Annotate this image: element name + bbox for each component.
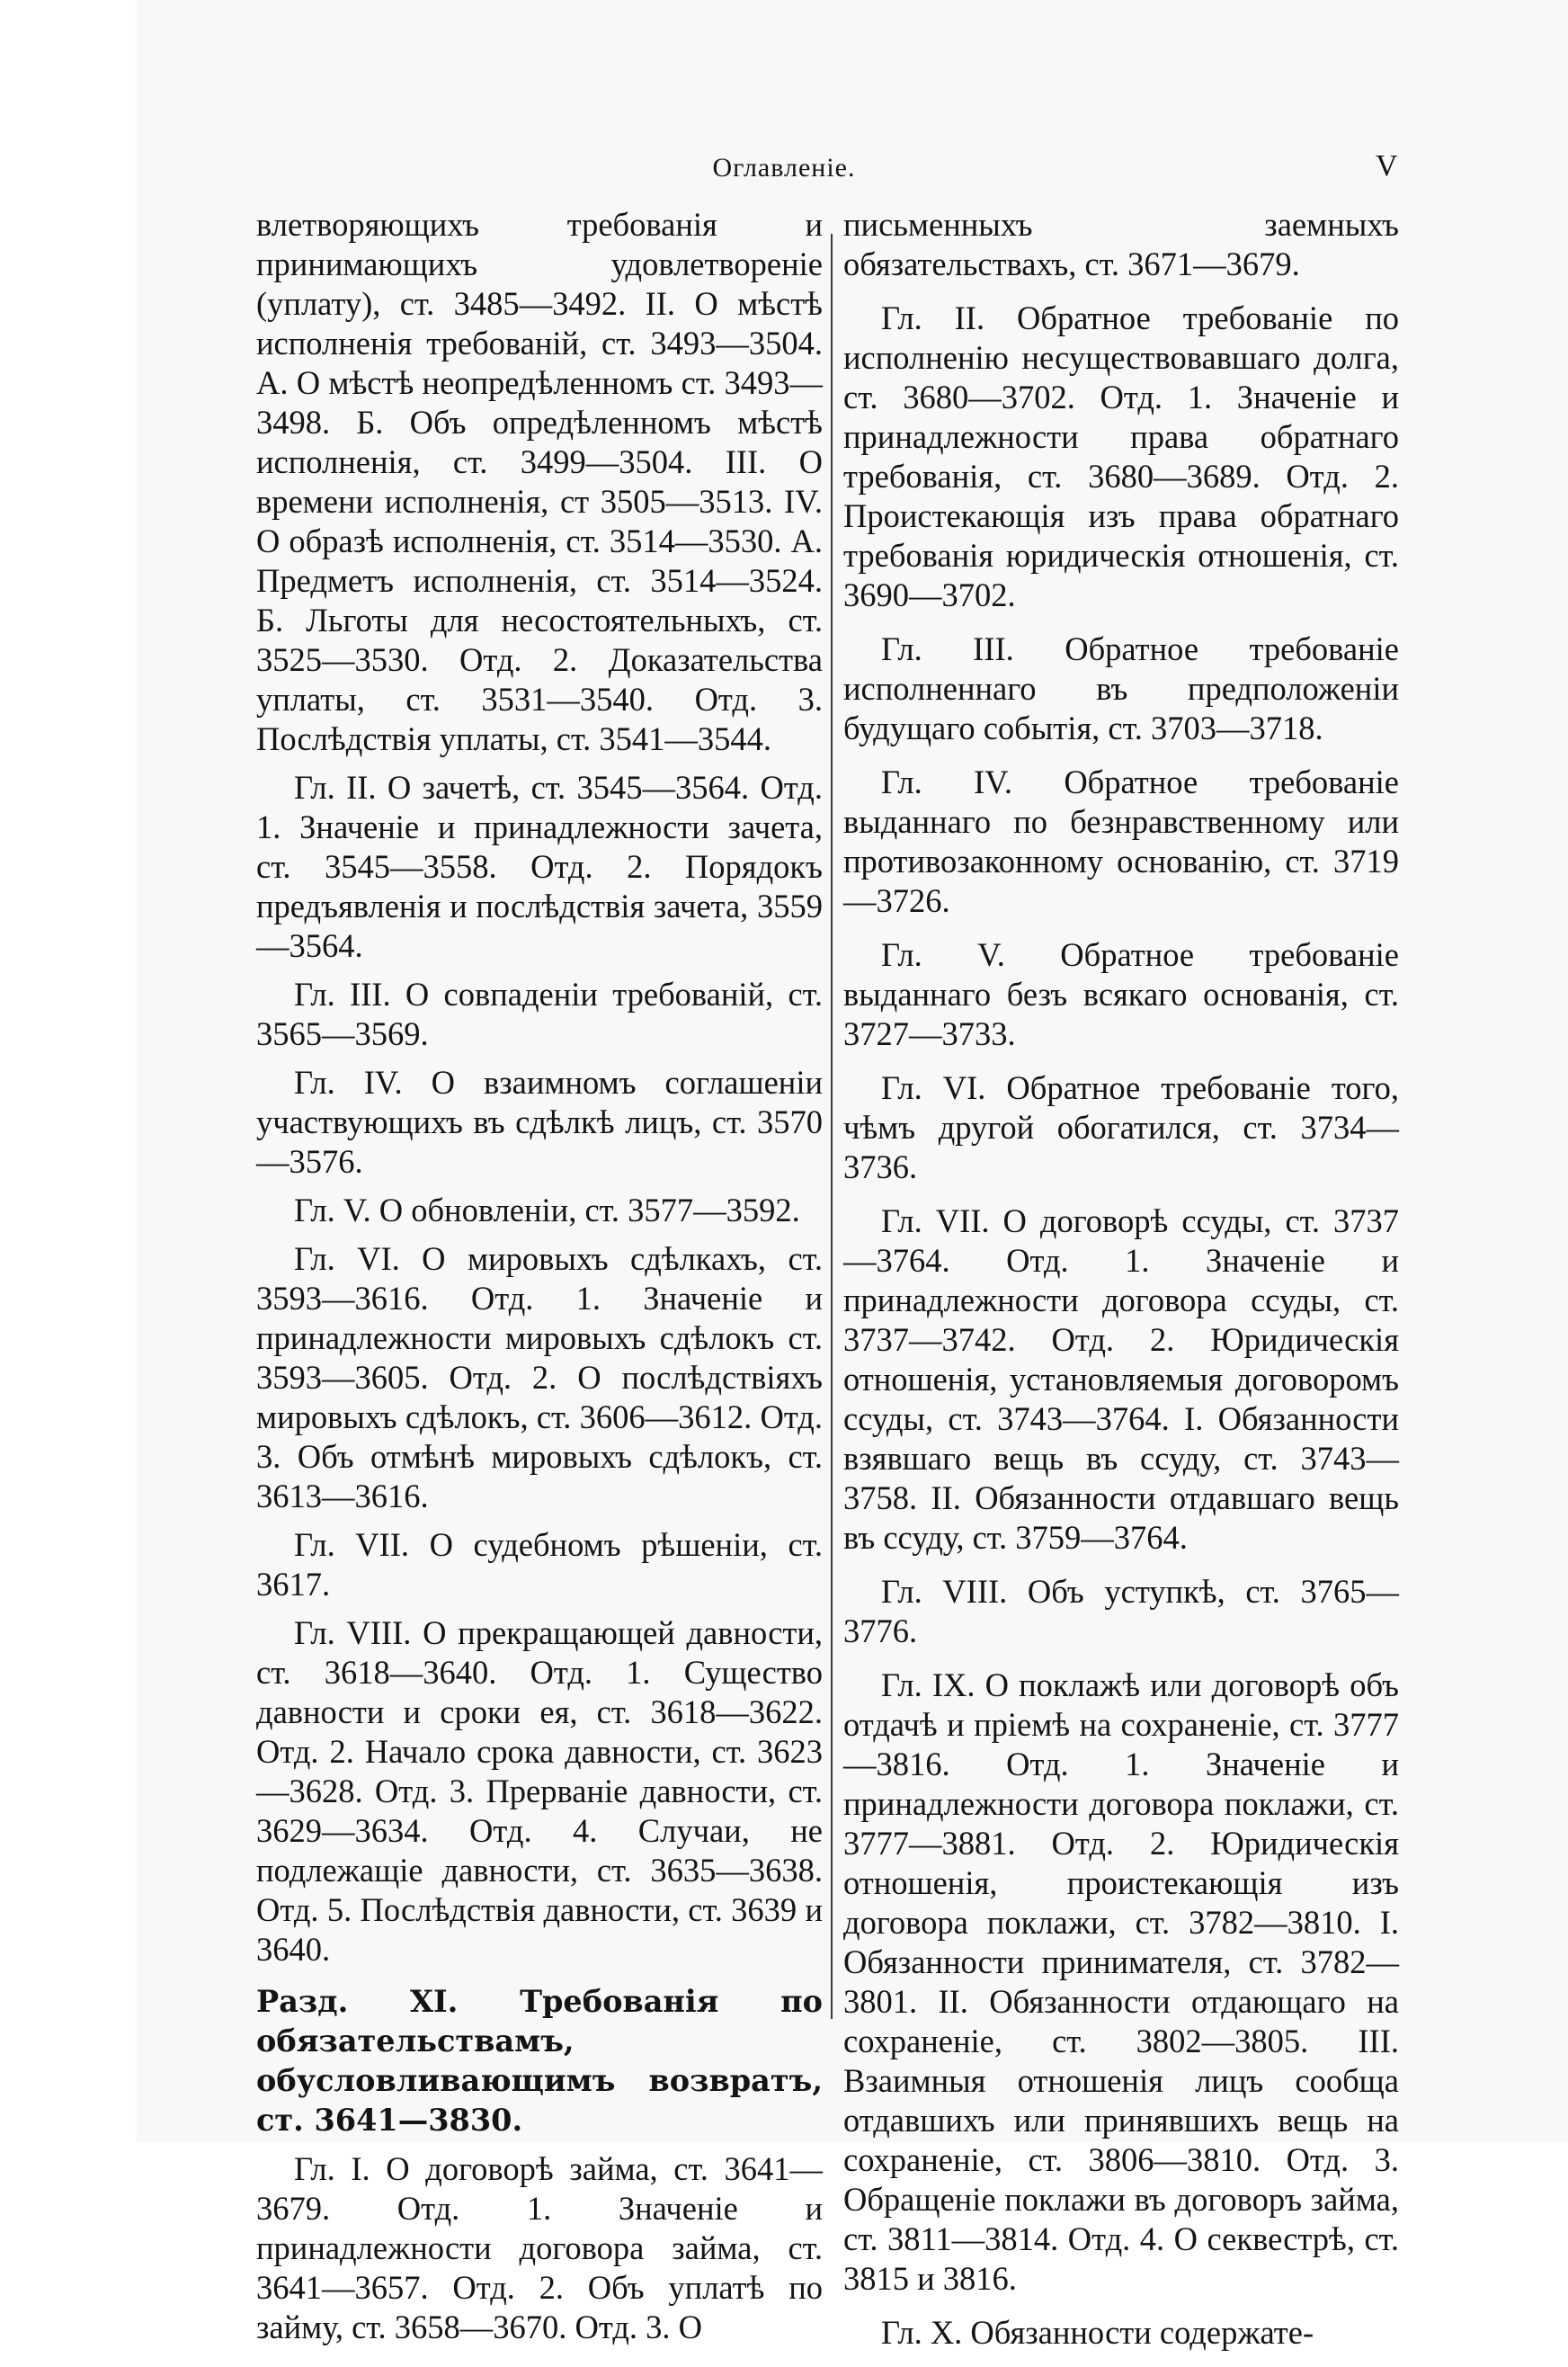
- toc-entry-chapter-9: Гл. IX. О поклажѣ или договорѣ объ отдачѣ и пріемѣ на сохраненіе, ст. 3777—3816. Отд. 1. Значеніе и принадлежности договора поклажи, ст. 3777—3881. Отд. 2. Юридическія отношенія, проистекающія изъ договора поклажи, ст. 3782—3810. I. Обязанности принимателя, ст. 3782—3801. II. Обязанности отдающаго на сохраненіе, ст. 3802—3805. III. Взаимныя отношенія лицъ сообща отдавшихъ или принявшихъ вещь на сохраненіе, ст. 3806—3810. Отд. 3. Обращеніе поклажи въ договоръ займа, ст. 3811—3814. Отд. 4. О секвестрѣ, ст. 3815 и 3816.: [843, 1666, 1399, 2297]
- toc-entry-chapter-7: Гл. VII. О судебномъ рѣшеніи, ст. 3617.: [256, 1526, 823, 1603]
- toc-entry-chapter-2-setoff: Гл. II. О зачетѣ, ст. 3545—3564. Отд. 1. Значеніе и принадлежности зачета, ст. 3545—3558. Отд. 2. Порядокъ предъявленія и послѣдствія зачета, 3559—3564.: [256, 769, 823, 964]
- toc-entry-chapter-10: Гл. X. Обязанности содержате-: [881, 2314, 1314, 2351]
- column-divider: [831, 234, 833, 2019]
- toc-entry-chapter-2: Гл. II. Обратное требованіе по исполненію несуществовавшаго долга, ст. 3680—3702. Отд. 1. Значеніе и принадлежности права обратнаго требованія, ст. 3680—3689. Отд. 2. Проистекающія изъ права обратнаго требованія юридическія отношенія, ст. 3690—3702.: [843, 299, 1399, 613]
- toc-section-heading: Разд. XI. Требованія по обязательствамъ, обусловливающимъ возвратъ, ст. 3641—3830.: [256, 1984, 823, 2138]
- toc-entry-chapter-3: Гл. III. О совпаденіи требованій, ст. 3565—3569.: [256, 976, 823, 1052]
- left-column: [256, 205, 823, 2356]
- toc-entry-chapter-1-loan: Гл. I. О договорѣ займа, ст. 3641—3679. Отд. 1. Значеніе и принадлежности договора займа, ст. 3641—3657. Отд. 2. Объ уплатѣ по займу, ст. 3658—3670. Отд. 3. О: [256, 2150, 823, 2345]
- toc-entry-chapter-4: Гл. IV. О взаимномъ соглашеніи участвующихъ въ сдѣлкѣ лицъ, ст. 3570—3576.: [256, 1064, 823, 1180]
- page-header-title: Оглавленіе.: [712, 153, 856, 183]
- toc-entry-chapter-6: Гл. VI. Обратное требованіе того, чѣмъ другой обогатился, ст. 3734—3736.: [843, 1069, 1399, 1185]
- toc-entry-chapter-4: Гл. IV. Обратное требованіе выданнаго по безнравственному или противозаконному основанію, ст. 3719—3726.: [843, 764, 1399, 919]
- toc-entry-chapter-6: Гл. VI. О мировыхъ сдѣлкахъ, ст. 3593—3616. Отд. 1. Значеніе и принадлежности мировыхъ сдѣлокъ ст. 3593—3605. Отд. 2. О послѣдствіяхъ мировыхъ сдѣлокъ, ст. 3606—3612. Отд. 3. Объ отмѣнѣ мировыхъ сдѣлокъ, ст. 3613—3616.: [256, 1240, 823, 1514]
- toc-entry-chapter-3: Гл. III. Обратное требованіе исполненнаго въ предположеніи будущаго событія, ст. 3703—3718.: [843, 630, 1399, 746]
- toc-entry-chapter-8: Гл. VIII. О прекращающей давности, ст. 3618—3640. Отд. 1. Существо давности и сроки ея, ст. 3618—3622. Отд. 2. Начало срока давности, ст. 3623—3628. Отд. 3. Прерваніе давности, ст. 3629—3634. Отд. 4. Случаи, не подлежащіе давности, ст. 3635—3638. Отд. 5. Послѣдствія давности, ст. 3639 и 3640.: [256, 1614, 823, 1968]
- toc-entry-chapter-8: Гл. VIII. Объ уступкѣ, ст. 3765—3776.: [843, 1573, 1399, 1649]
- page-number: V: [1376, 149, 1398, 183]
- toc-entry-continued: письменныхъ заемныхъ обязательствахъ, ст. 3671—3679.: [843, 206, 1399, 282]
- toc-entry-chapter-5: Гл. V. О обновленіи, ст. 3577—3592.: [294, 1192, 800, 1228]
- toc-entry-chapter-7: Гл. VII. О договорѣ ссуды, ст. 3737—3764. Отд. 1. Значеніе и принадлежности договора ссуды, ст. 3737—3742. Отд. 2. Юридическія отношенія, установляемыя договоромъ ссуды, ст. 3743—3764. I. Обязанности взявшаго вещь въ ссуду, ст. 3743—3758. II. Обязанности отдавшаго вещь въ ссуду, ст. 3759—3764.: [843, 1202, 1399, 1556]
- toc-entry-continued: влетворяющихъ требованія и принимающихъ удовлетвореніе (уплату), ст. 3485—3492. II. О мѣстѣ исполненія требованій, ст. 3493—3504. А. О мѣстѣ неопредѣленномъ ст. 3493—3498. Б. Объ опредѣленномъ мѣстѣ исполненія, ст. 3499—3504. III. О времени исполненія, ст 3505—3513. IV. О образѣ исполненія, ст. 3514—3530. А. Предметъ исполненія, ст. 3514—3524. Б. Льготы для несостоятельныхъ, ст. 3525—3530. Отд. 2. Доказательства уплаты, ст. 3531—3540. Отд. 3. Послѣдствія уплаты, ст. 3541—3544.: [256, 206, 823, 757]
- toc-entry-chapter-5: Гл. V. Обратное требованіе выданнаго безъ всякаго основанія, ст. 3727—3733.: [843, 936, 1399, 1052]
- right-column: [843, 205, 1399, 2367]
